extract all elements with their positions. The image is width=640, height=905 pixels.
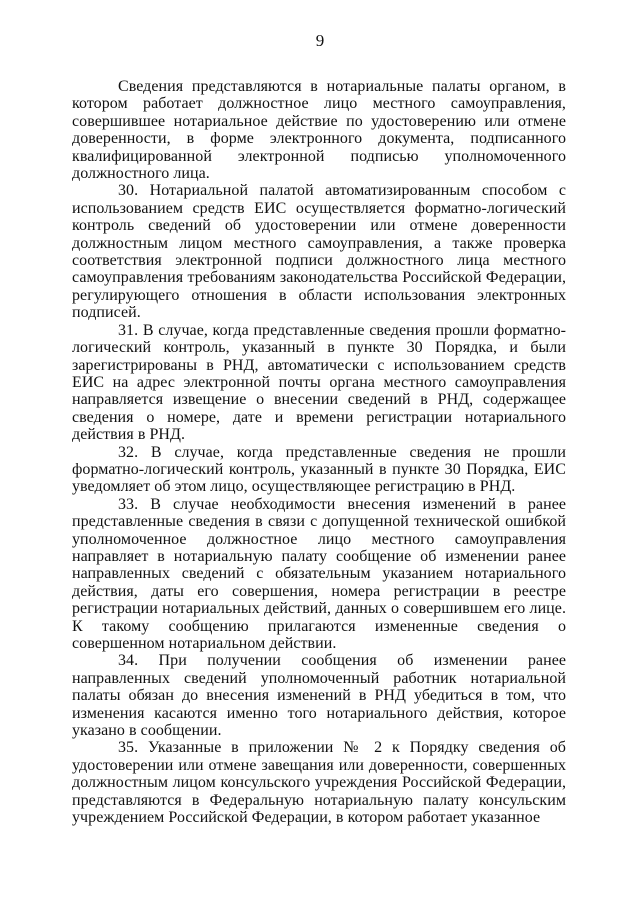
paragraph-34: 34. При получении сообщения об изменении ранее направленных сведений уполномоченный работник нотариальной палаты обязан до внесения изменений в РНД убедиться в том, что изменения касаются именно того нотариального действия, которое указано в сообщении. — [72, 652, 566, 740]
page-number: 9 — [315, 31, 325, 50]
paragraph-33: 33. В случае необходимости внесения изменений в ранее представленные сведения в связи с допущенной технической ошибкой уполномоченное должностное лицо местного самоуправления направляет в нотариальную палату сообщение об изменении ранее направленных сведений с обязательным указанием нотариального действия, даты его совершения, номера регистрации в реестре регистрации нотариальных действий, данных о совершившем его лице. К такому сообщению прилагаются измененные сведения о совершенном нотариальном действии. — [72, 495, 566, 652]
document-body — [72, 78, 566, 826]
paragraph-32: 32. В случае, когда представленные сведения не прошли форматно-логический контроль, указанный в пункте 30 Порядка, ЕИС уведомляет об этом лицо, осуществляющее регистрацию в РНД. — [72, 443, 566, 496]
paragraph-30: 30. Нотариальной палатой автоматизированным способом с использованием средств ЕИС осуществляется форматно-логический контроль сведений об удостоверении или отмене доверенности должностным лицом местного самоуправления, а также проверка соответствия электронной подписи должностного лица местного самоуправления требованиям законодательства Российской Федерации, регулирующего отношения в области использования электронных подписей. — [72, 182, 566, 322]
paragraph-31: 31. В случае, когда представленные сведения прошли форматно-логический контроль, указанный в пункте 30 Порядка, и были зарегистрированы в РНД, автоматически с использованием средств ЕИС на адрес электронной почты органа местного самоуправления направляется извещение о внесении сведений в РНД, содержащее сведения о номере, дате и времени регистрации нотариального действия в РНД. — [72, 321, 566, 444]
paragraph-35: 35. Указанные в приложении № 2 к Порядку сведения об удостоверении или отмене завещания или доверенности, совершенных должностным лицом консульского учреждения Российской Федерации, представляются в Федеральную нотариальную палату консульским учреждением Российской Федерации, в котором работает указанное — [72, 739, 566, 827]
paragraph-info-submission: Сведения представляются в нотариальные палаты органом, в котором работает должностное лицо местного самоуправления, совершившее нотариальное действие по удостоверению или отмене доверенности, в форме электронного документа, подписанного квалифицированной электронной подписью уполномоченного должностного лица. — [72, 78, 566, 183]
